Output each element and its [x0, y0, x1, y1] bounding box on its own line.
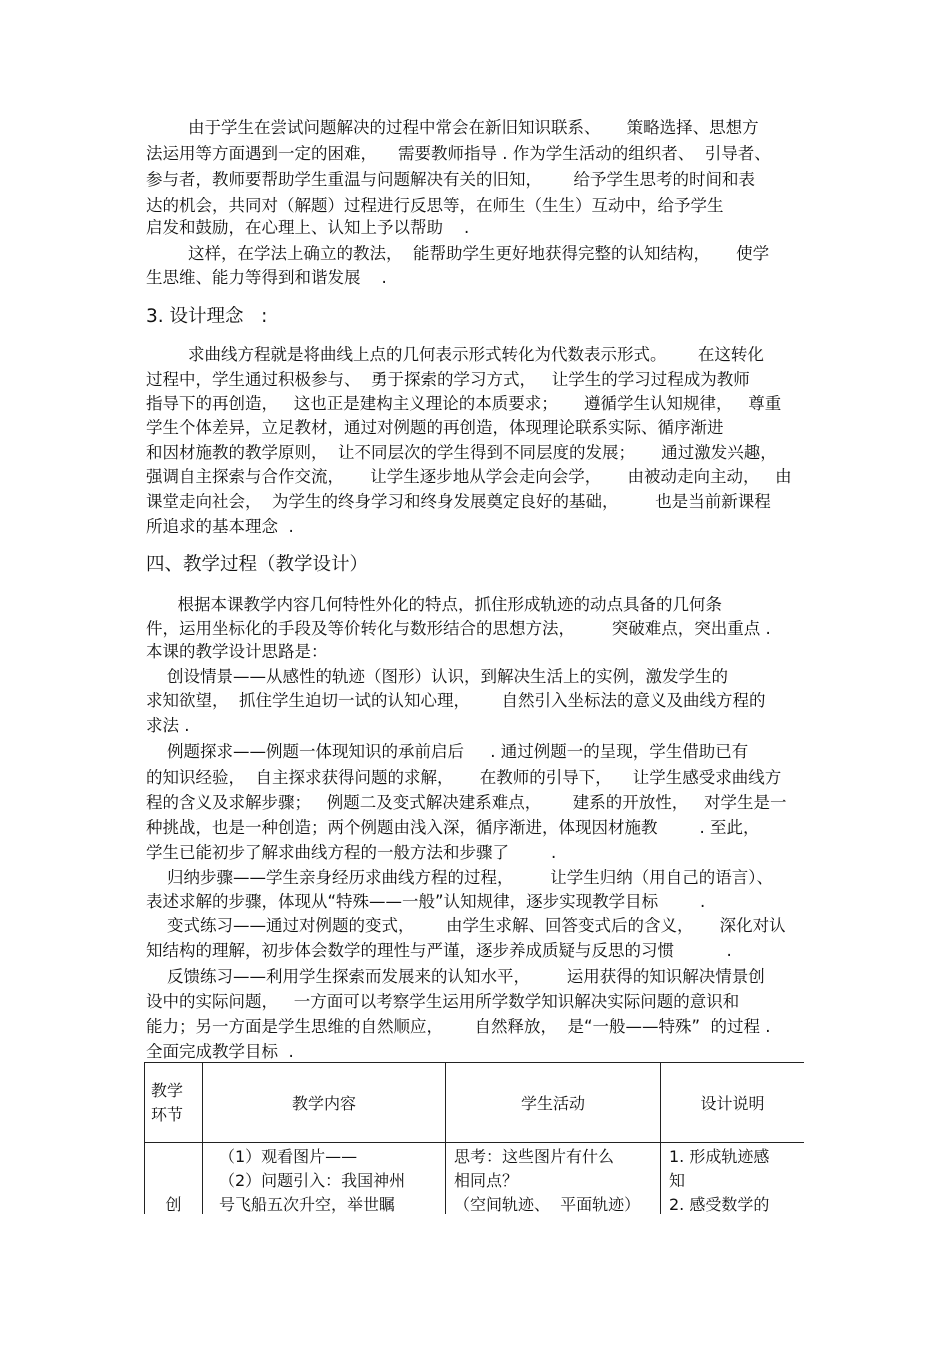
paragraph-line: 这样，在学法上确立的教法， 能帮助学生更好地获得完整的认知结构， 使学: [146, 244, 770, 263]
paragraph-line: 求知欲望， 抓住学生迫切一试的认知心理， 自然引入坐标法的意义及曲线方程的: [146, 691, 766, 710]
paragraph-line: 课堂走向社会， 为学生的终身学习和终身发展奠定良好的基础， 也是当前新课程: [146, 492, 771, 511]
section-heading-teaching-process: 四、教学过程（教学设计）: [146, 554, 369, 575]
paragraph-line: 法运用等方面遇到一定的困难， 需要教师指导 . 作为学生活动的组织者、 引导者、: [146, 144, 771, 163]
paragraph-line: 例题探求——例题一体现知识的承前启后 . 通过例题一的呈现，学生借助已有: [146, 742, 749, 761]
header-design-notes: 设计说明: [661, 1063, 805, 1143]
activity-text: 思考：这些图片有什么 相同点？ （空间轨迹、 平面轨迹）: [454, 1147, 641, 1214]
content-text: （1）观看图片—— （2）问题引入：我国神州 号飞船五次升空，举世瞩: [219, 1147, 406, 1214]
note-text: 1. 形成轨迹感 知 2. 感受数学的: [669, 1147, 770, 1214]
paragraph-line: 程的含义及求解步骤； 例题二及变式解决建系难点， 建系的开放性， 对学生是一: [146, 793, 787, 812]
paragraph-line: 参与者，教师要帮助学生重温与问题解决有关的旧知， 给予学生思考的时间和表: [146, 170, 755, 189]
paragraph-line: 求法 .: [146, 716, 190, 735]
paragraph-line: 过程中，学生通过积极参与、 勇于探索的学习方式， 让学生的学习过程成为教师: [146, 370, 750, 389]
paragraph-line: 创设情景——从感性的轨迹（图形）认识，到解决生活上的实例，激发学生的: [146, 667, 728, 686]
paragraph-line: 变式练习——通过对例题的变式， 由学生求解、回答变式后的含义， 深化对认: [146, 916, 786, 935]
paragraph-line: 学生已能初步了解求曲线方程的一般方法和步骤了 .: [146, 843, 557, 862]
table-row: [145, 1143, 805, 1215]
paragraph-line: 表述求解的步骤，体现从“特殊——一般”认知规律，逐步实现教学目标 .: [146, 892, 706, 911]
lesson-table-container: [144, 1062, 804, 1214]
paragraph-line: 指导下的再创造， 这也正是建构主义理论的本质要求； 遵循学生认知规律， 尊重: [146, 394, 782, 413]
paragraph-line: 本课的教学设计思路是：: [146, 642, 328, 661]
paragraph-line: 件，运用坐标化的手段及等价转化与数形结合的思想方法， 突破难点，突出重点 .: [146, 619, 771, 638]
section-heading-design-concept: 3. 设计理念 :: [146, 306, 268, 327]
header-teaching-stage: 教学 环节: [145, 1063, 203, 1143]
table-header-row: [145, 1063, 805, 1143]
lesson-design-table: [144, 1062, 804, 1214]
paragraph-line: 知结构的理解，初步体会数学的理性与严谨，逐步养成质疑与反思的习惯 .: [146, 941, 732, 960]
header-teaching-content: 教学内容: [203, 1063, 446, 1143]
paragraph-line: 强调自主探索与合作交流， 让学生逐步地从学会走向会学， 由被动走向主动， 由: [146, 467, 792, 486]
paragraph-line: 启发和鼓励，在心理上、认知上予以帮助 .: [146, 218, 470, 237]
stage-label: 创: [165, 1195, 182, 1214]
paragraph-line: 生思维、能力等得到和谐发展 .: [146, 268, 387, 287]
paragraph-line: 归纳步骤——学生亲身经历求曲线方程的过程， 让学生归纳（用自己的语言）、: [146, 868, 773, 887]
paragraph-line: 根据本课教学内容几何特性外化的特点，抓住形成轨迹的动点具备的几何条: [146, 595, 722, 614]
cell-content: [203, 1143, 446, 1215]
cell-stage: [145, 1143, 203, 1215]
paragraph-line: 能力；另一方面是学生思维的自然顺应， 自然释放， 是“一般——特殊” 的过程 .: [146, 1017, 771, 1036]
cell-activity: [446, 1143, 661, 1215]
paragraph-line: 达的机会，共同对（解题）过程进行反思等，在师生（生生）互动中，给予学生: [146, 196, 724, 215]
paragraph-line: 全面完成教学目标 .: [146, 1042, 294, 1061]
paragraph-line: 反馈练习——利用学生探索而发展来的认知水平， 运用获得的知识解决情景创: [146, 967, 765, 986]
paragraph-line: 种挑战，也是一种创造；两个例题由浅入深，循序渐进，体现因材施教 . 至此，: [146, 818, 760, 837]
paragraph-line: 和因材施教的教学原则， 让不同层次的学生得到不同层度的发展； 通过激发兴趣，: [146, 443, 777, 462]
header-student-activity: 学生活动: [446, 1063, 661, 1143]
paragraph-line: 由于学生在尝试问题解决的过程中常会在新旧知识联系、 策略选择、思想方: [146, 118, 759, 137]
paragraph-line: 的知识经验， 自主探求获得问题的求解， 在教师的引导下， 让学生感受求曲线方: [146, 768, 782, 787]
paragraph-line: 设中的实际问题， 一方面可以考察学生运用所学数学知识解决实际问题的意识和: [146, 992, 740, 1011]
paragraph-line: 求曲线方程就是将曲线上点的几何表示形式转化为代数表示形式。 在这转化: [146, 345, 764, 364]
cell-note: [661, 1143, 805, 1215]
paragraph-line: 学生个体差异，立足教材，通过对例题的再创造，体现理论联系实际、循序渐进: [146, 418, 724, 437]
paragraph-line: 所追求的基本理念 .: [146, 517, 294, 536]
